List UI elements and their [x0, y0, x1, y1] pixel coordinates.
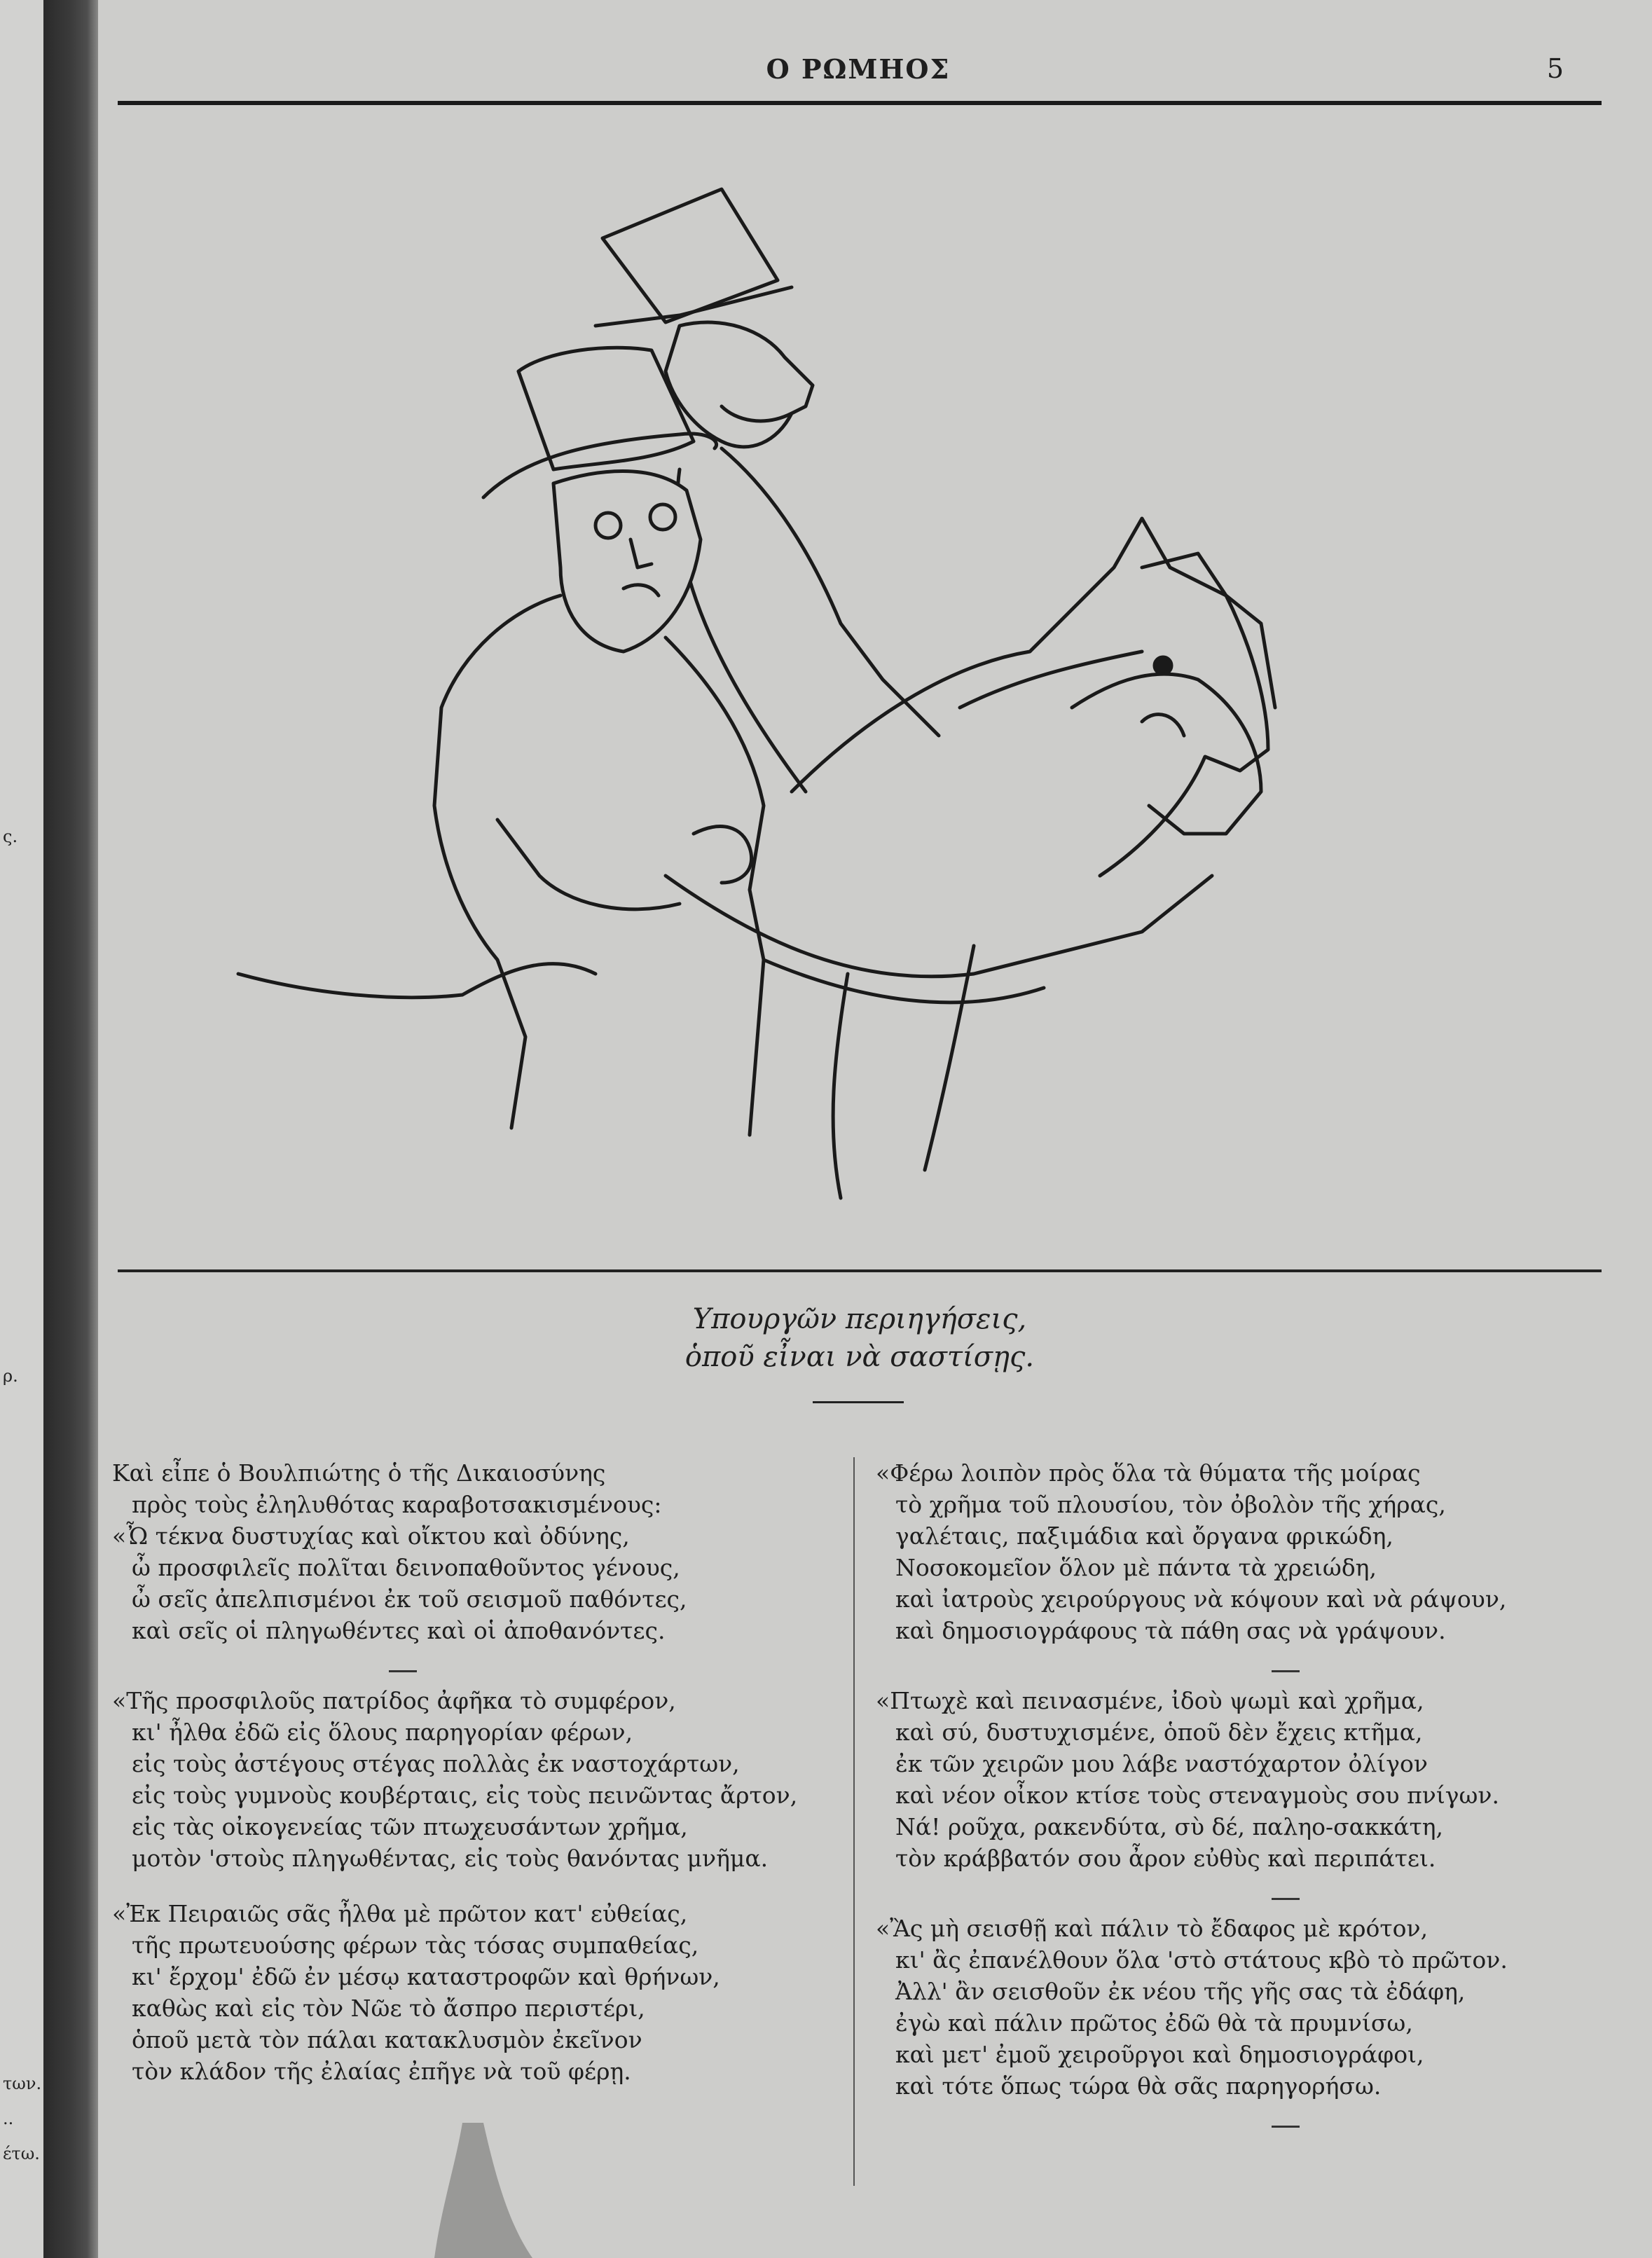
page-header: [119, 48, 1597, 90]
verse-line: ἐγὼ καὶ πάλιν πρῶτος ἐδῶ θὰ τὰ πρυμνίσω,: [895, 2009, 1413, 2037]
stanza: [876, 1913, 1611, 2102]
column-divider: [853, 1457, 855, 2186]
verse-line: καὶ σύ, δυστυχισμένε, ὁποῦ δὲν ἔχεις κτῆμα,: [895, 1719, 1423, 1746]
book-spine-shadow: [43, 0, 98, 2258]
newspaper-title: Ο ΡΩΜΗΟΣ: [766, 53, 951, 85]
header-rule: [118, 101, 1602, 105]
verse-line: πρὸς τοὺς ἐληλυθότας καραβοτσακισμένους:: [132, 1491, 662, 1518]
verse-line: καὶ νέον οἶκον κτίσε τοὺς στεναγμοὺς σου πνίγων.: [895, 1782, 1499, 1809]
verse-line: εἰς τοὺς γυμνοὺς κουβέρταις, εἰς τοὺς πεινῶντας ἄρτον,: [132, 1782, 798, 1809]
poem-column-left: [112, 1457, 848, 2111]
section-rule: [118, 1269, 1602, 1272]
verse-line: εἰς τοὺς ἀστέγους στέγας πολλὰς ἐκ ναστοχάρτων,: [132, 1750, 740, 1777]
verse-line: Νά! ροῦχα, ρακενδύτα, σὺ δέ, παληο-σακκάτη,: [895, 1813, 1443, 1840]
paper-tear: [434, 2123, 532, 2258]
verse-line: τῆς πρωτευούσης φέρων τὰς τόσας συμπαθείας,: [132, 1932, 699, 1959]
verse-line: κι' ἂς ἐπανέλθουν ὅλα 'στὸ στάτους κβὸ τὸ πρῶτον.: [895, 1946, 1508, 1974]
margin-fragment: των.: [3, 2074, 42, 2093]
margin-fragment: ..: [3, 2109, 14, 2128]
verse-line: ὦ σεῖς ἀπελπισμένοι ἐκ τοῦ σεισμοῦ παθόντες,: [132, 1585, 687, 1613]
verse-line: Νοσοκομεῖον ὅλον μὲ πάντα τὰ χρειώδη,: [895, 1554, 1377, 1581]
stanza: [112, 1685, 848, 1874]
adjacent-page-margin: [0, 0, 43, 2258]
stanza: [112, 1898, 848, 2087]
margin-fragment: ρ.: [3, 1366, 18, 1386]
verse-line: «Πτωχὲ καὶ πεινασμένε, ἰδοὺ ψωμὶ καὶ χρῆμα,: [876, 1687, 1424, 1714]
caption-rule: [813, 1401, 904, 1403]
verse-line: καὶ μετ' ἐμοῦ χειροῦργοι καὶ δημοσιογράφοι,: [895, 2041, 1424, 2068]
verse-line: Ἀλλ' ἂν σεισθοῦν ἐκ νέου τῆς γῆς σας τὰ ἐδάφη,: [895, 1978, 1466, 2005]
stanza: [876, 1457, 1611, 1646]
verse-line: γαλέταις, παξιμάδια καὶ ὄργανα φρικώδη,: [895, 1522, 1393, 1550]
stanza-divider: [1272, 2126, 1300, 2128]
verse-line: Καὶ εἶπε ὁ Βουλπιώτης ὁ τῆς Δικαιοσύνης: [112, 1459, 606, 1487]
cartoon-illustration: [231, 175, 1436, 1226]
verse-line: καὶ τότε ὅπως τώρα θὰ σᾶς παρηγορήσω.: [895, 2072, 1382, 2100]
verse-line: τὸν κράββατόν σου ἆρον εὐθὺς καὶ περιπάτει.: [895, 1845, 1436, 1872]
page-number: 5: [1546, 53, 1564, 84]
caption-line-2: ὁποῦ εἶναι νὰ σαστίσῃς.: [684, 1341, 1035, 1373]
stanza: [876, 1685, 1611, 1874]
verse-line: τὸν κλάδον τῆς ἐλαίας ἐπῆγε νὰ τοῦ φέρῃ.: [132, 2058, 631, 2085]
verse-line: «Φέρω λοιπὸν πρὸς ὅλα τὰ θύματα τῆς μοίρας: [876, 1459, 1421, 1487]
verse-line: «Ἐκ Πειραιῶς σᾶς ἦλθα μὲ πρῶτον κατ' εὐθείας,: [112, 1900, 688, 1927]
poem-column-right: [876, 1457, 1611, 2140]
verse-line: «Ὦ τέκνα δυστυχίας καὶ οἴκτου καὶ ὀδύνης,: [112, 1522, 630, 1550]
stanza-divider: [1272, 1898, 1300, 1900]
verse-line: μοτὸν 'στοὺς πληγωθέντας, εἰς τοὺς θανόντας μνῆμα.: [132, 1845, 769, 1872]
margin-fragment: έτω.: [3, 2144, 40, 2163]
verse-line: καὶ σεῖς οἱ πληγωθέντες καὶ οἱ ἀποθανόντες.: [132, 1617, 666, 1644]
verse-line: κι' ἦλθα ἐδῶ εἰς ὅλους παρηγορίαν φέρων,: [132, 1719, 633, 1746]
verse-line: εἰς τὰς οἰκογενείας τῶν πτωχευσάντων χρῆμα,: [132, 1813, 688, 1840]
verse-line: καθὼς καὶ εἰς τὸν Νῶε τὸ ἄσπρο περιστέρι,: [132, 1995, 645, 2022]
stanza-divider: [389, 1670, 417, 1672]
verse-line: «Τῆς προσφιλοῦς πατρίδος ἀφῆκα τὸ συμφέρον,: [112, 1687, 676, 1714]
verse-line: τὸ χρῆμα τοῦ πλουσίου, τὸν ὀβολὸν τῆς χήρας,: [895, 1491, 1446, 1518]
stanza: [112, 1457, 848, 1646]
verse-line: ὁποῦ μετὰ τὸν πάλαι κατακλυσμὸν ἐκεῖνον: [132, 2026, 642, 2053]
margin-fragment: ς.: [3, 827, 18, 846]
verse-line: ἐκ τῶν χειρῶν μου λάβε ναστόχαρτον ὀλίγον: [895, 1750, 1428, 1777]
verse-line: «Ἂς μὴ σεισθῇ καὶ πάλιν τὸ ἔδαφος μὲ κρότον,: [876, 1915, 1429, 1942]
caption-line-1: Υπουργῶν περιηγήσεις,: [692, 1303, 1027, 1335]
stanza-divider: [1272, 1670, 1300, 1672]
verse-line: καὶ δημοσιογράφους τὰ πάθη σας νὰ γράψουν.: [895, 1617, 1446, 1644]
verse-line: κι' ἔρχομ' ἐδῶ ἐν μέσῳ καταστροφῶν καὶ θρήνων,: [132, 1963, 720, 1990]
verse-line: καὶ ἰατροὺς χειρούργους νὰ κόψουν καὶ νὰ ράψουν,: [895, 1585, 1507, 1613]
verse-line: ὦ προσφιλεῖς πολῖται δεινοπαθοῦντος γένους,: [132, 1554, 680, 1581]
